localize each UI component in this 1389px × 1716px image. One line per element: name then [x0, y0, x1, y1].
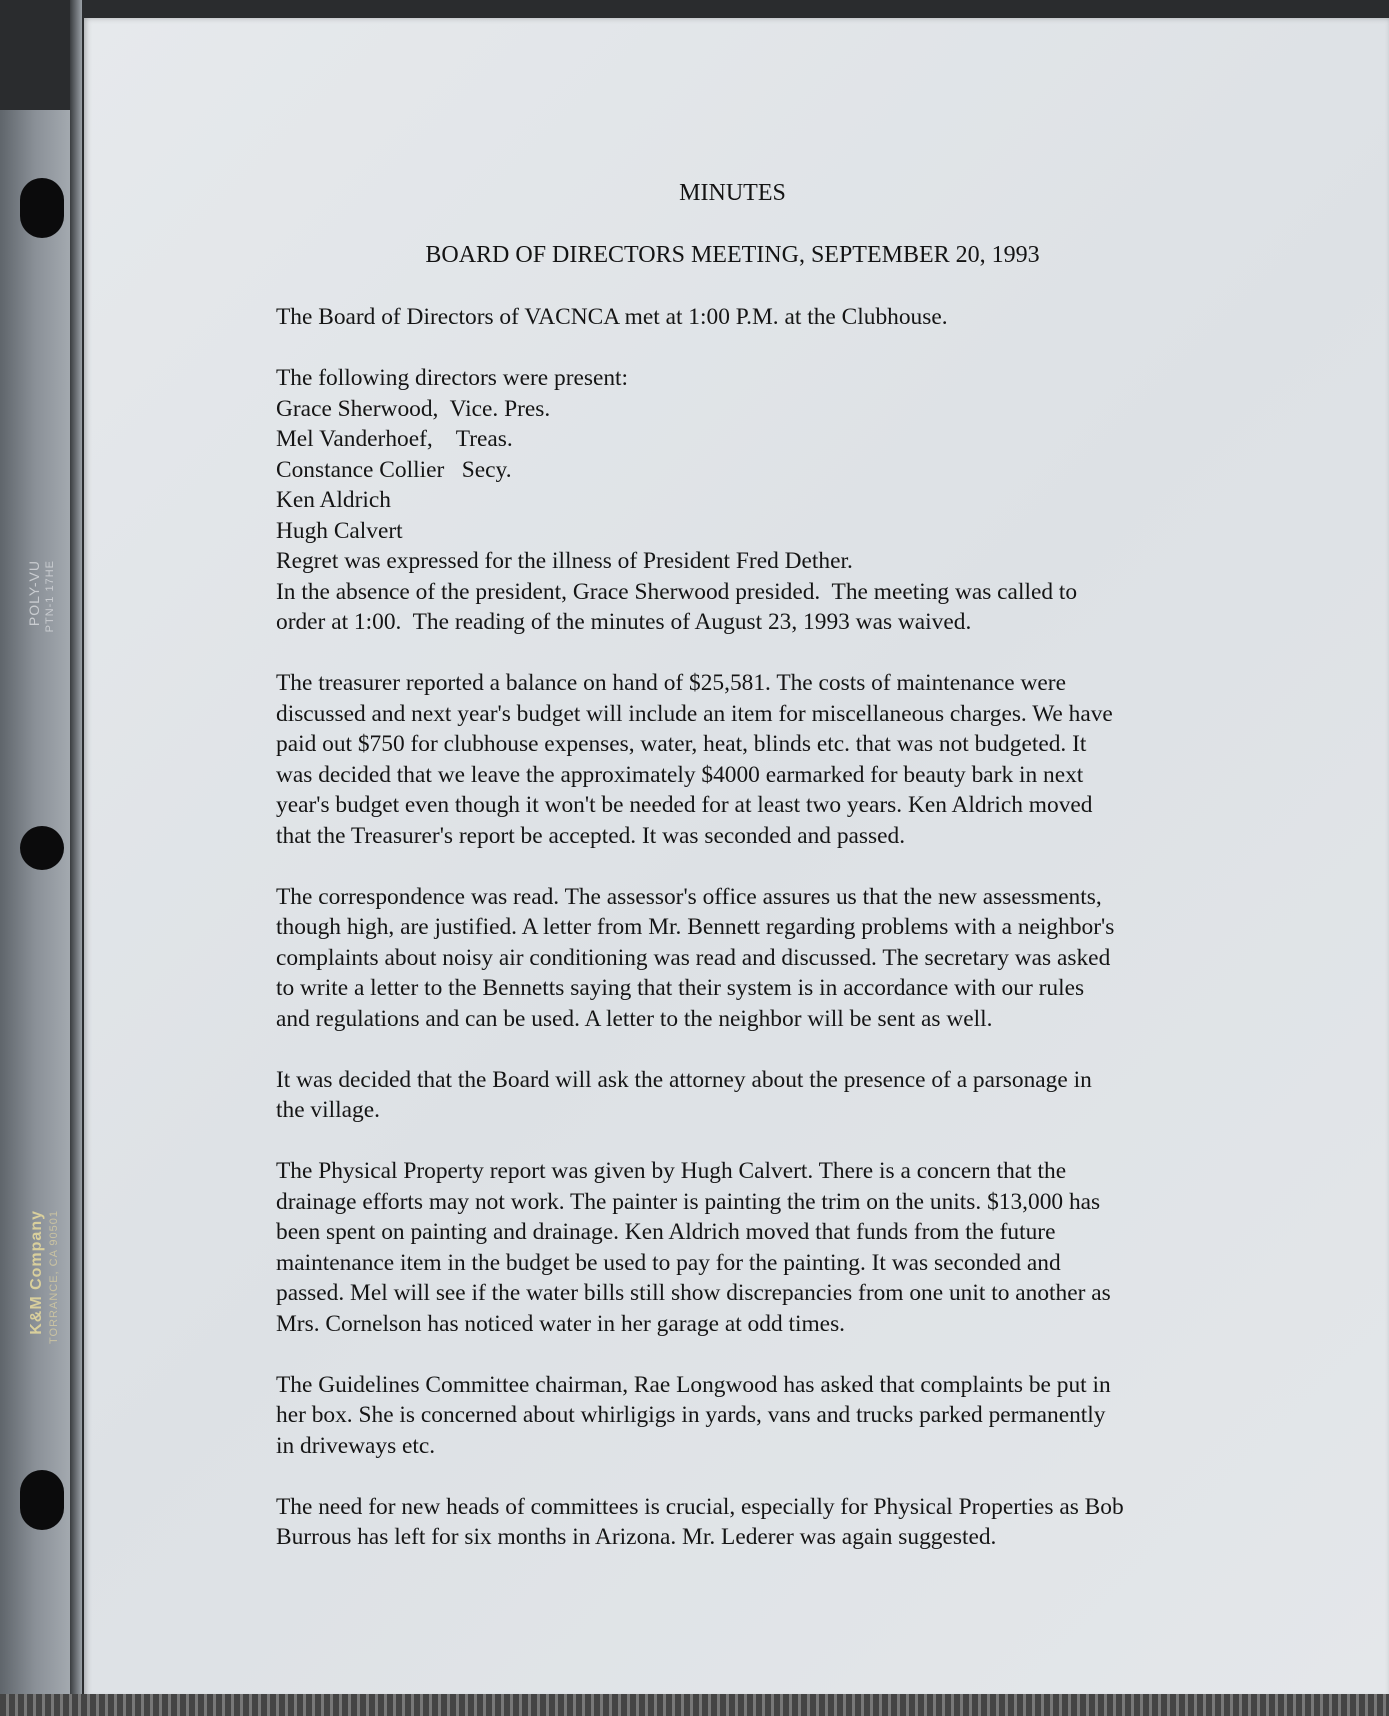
guidelines-line: her box. She is concerned about whirligigs in yards, vans and trucks parked permanently — [276, 1402, 1106, 1428]
property-line: maintenance item in the budget be used to pay for the painting. It was seconded and — [276, 1249, 1061, 1276]
guidelines-line: in driveways etc. — [276, 1432, 436, 1459]
document-title: MINUTES — [679, 180, 786, 206]
guidelines-line: The Guidelines Committee chairman, Rae Longwood has asked that complaints be put in — [276, 1371, 1111, 1398]
treasurer-paragraph — [276, 668, 1216, 851]
sleeve-bottom-band — [0, 1694, 1389, 1716]
correspondence-line: though high, are justified. A letter from Mr. Bennett regarding problems with a neighbor's — [276, 914, 1115, 940]
correspondence-line: to write a letter to the Bennetts saying that their system is in accordance with our rules — [276, 975, 1085, 1001]
director-entry: Grace Sherwood, Vice. Pres. — [276, 395, 551, 422]
director-entry: Ken Aldrich — [276, 487, 391, 513]
physical-property-paragraph — [276, 1156, 1216, 1339]
committees-line: Burrous has left for six months in Arizona. Mr. Lederer was again suggested. — [276, 1524, 997, 1550]
absence-line: In the absence of the president, Grace Sherwood presided. The meeting was called to — [276, 578, 1078, 605]
treasurer-line: year's budget even though it won't be needed for at least two years. Ken Aldrich moved — [276, 792, 1093, 818]
sleeve-location-print: TORRANCE, CA 90501 — [48, 1210, 60, 1344]
parsonage-line: the village. — [276, 1097, 380, 1123]
treasurer-line: was decided that we leave the approximately $4000 earmarked for beauty bark in next — [276, 761, 1084, 788]
director-entry: Mel Vanderhoef, Treas. — [276, 426, 513, 452]
property-line: Mrs. Cornelson has noticed water in her garage at odd times. — [276, 1310, 846, 1337]
intro-paragraph — [276, 302, 1216, 333]
director-entry: Constance Collier Secy. — [276, 456, 512, 483]
guidelines-paragraph — [276, 1370, 1216, 1462]
property-line: passed. Mel will see if the water bills still show discrepancies from one unit to another as — [276, 1280, 1111, 1306]
property-line: The Physical Property report was given by Hugh Calvert. There is a concern that the — [276, 1158, 1067, 1184]
directors-heading: The following directors were present: — [276, 365, 629, 391]
correspondence-line: complaints about noisy air conditioning was read and discussed. The secretary was asked — [276, 944, 1111, 971]
attendance-paragraph — [276, 363, 1216, 638]
treasurer-line: discussed and next year's budget will include an item for miscellaneous charges. We have — [276, 700, 1113, 727]
sleeve-code-print: PTN-1 17HE — [44, 560, 56, 633]
parsonage-line: It was decided that the Board will ask the attorney about the presence of a parsonage in — [276, 1066, 1092, 1093]
correspondence-line: The correspondence was read. The assessor's office assures us that the new assessments, — [276, 883, 1102, 910]
correspondence-line: and regulations and can be used. A letter to the neighbor will be sent as well. — [276, 1005, 993, 1032]
director-entry: Hugh Calvert — [276, 517, 403, 544]
property-line: drainage efforts may not work. The painter is painting the trim on the units. $13,000 has — [276, 1188, 1101, 1215]
treasurer-line: paid out $750 for clubhouse expenses, water, heat, blinds etc. that was not budgeted. It — [276, 731, 1087, 757]
intro-line: The Board of Directors of VACNCA met at 1:00 P.M. at the Clubhouse. — [276, 304, 948, 330]
treasurer-line: that the Treasurer's report be accepted. It was seconded and passed. — [276, 822, 906, 849]
correspondence-paragraph — [276, 882, 1216, 1035]
sleeve-brand-print: POLY-VU — [26, 560, 42, 627]
property-line: been spent on painting and drainage. Ken Aldrich moved that funds from the future — [276, 1219, 1056, 1245]
binder-hole-bottom — [20, 1470, 64, 1530]
treasurer-line: The treasurer reported a balance on hand of $25,581. The costs of maintenance were — [276, 670, 1066, 696]
committees-line: The need for new heads of committees is crucial, especially for Physical Properties as Bob — [276, 1493, 1124, 1520]
absence-line: order at 1:00. The reading of the minutes of August 23, 1993 was waived. — [276, 609, 972, 635]
minutes-body — [276, 302, 1216, 1583]
committees-paragraph — [276, 1492, 1216, 1553]
document-subtitle: BOARD OF DIRECTORS MEETING, SEPTEMBER 20, 1993 — [425, 242, 1040, 268]
sleeve-maker-print: K&M Company — [28, 1210, 45, 1335]
binder-hole-middle — [20, 826, 64, 870]
parsonage-paragraph — [276, 1065, 1216, 1126]
regret-line: Regret was expressed for the illness of President Fred Dether. — [276, 548, 853, 574]
